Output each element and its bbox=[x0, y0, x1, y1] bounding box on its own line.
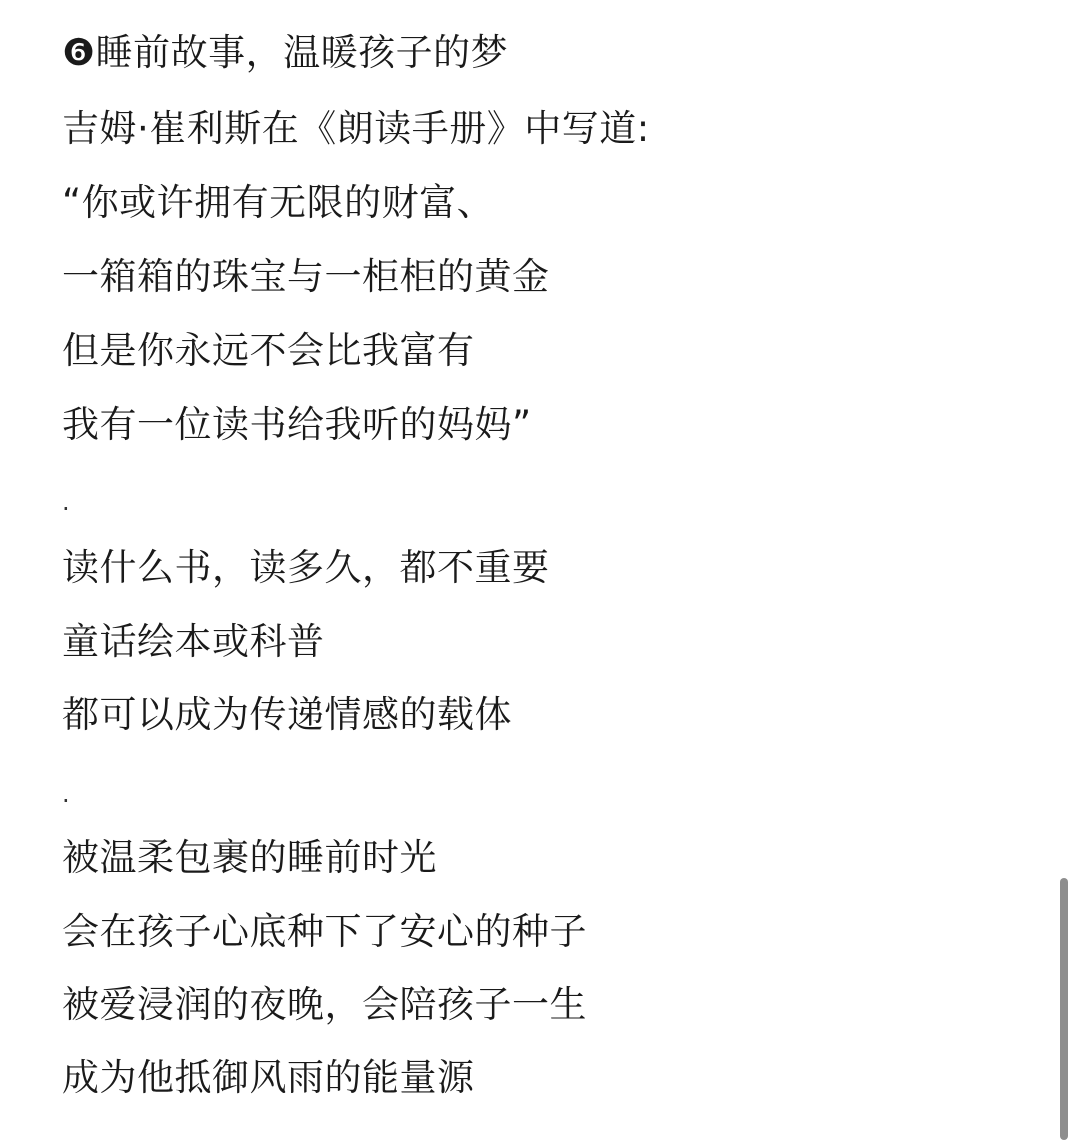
text-line: 一箱箱的珠宝与一柜柜的黄金 bbox=[62, 255, 550, 298]
text-line: 被爱浸润的夜晚，会陪孩子一生 bbox=[62, 983, 587, 1026]
text-line: 吉姆·崔利斯在《朗读手册》中写道: bbox=[62, 107, 650, 150]
separator-dot: . bbox=[62, 488, 70, 516]
vertical-scrollbar-thumb[interactable] bbox=[1060, 878, 1068, 1140]
text-line: 被温柔包裹的睡前时光 bbox=[62, 836, 437, 879]
text-line: 都可以成为传递情感的载体 bbox=[62, 693, 512, 736]
section-heading: ❻睡前故事，温暖孩子的梦 bbox=[62, 31, 509, 74]
text-line: 但是你永远不会比我富有 bbox=[62, 329, 475, 372]
text-line: 童话绘本或科普 bbox=[62, 620, 325, 663]
separator-dot: . bbox=[62, 780, 70, 808]
text-line: “你或许拥有无限的财富、 bbox=[62, 181, 495, 224]
text-line: 会在孩子心底种下了安心的种子 bbox=[62, 910, 587, 953]
text-line: 我有一位读书给我听的妈妈” bbox=[62, 403, 532, 446]
text-line: 读什么书，读多久，都不重要 bbox=[62, 546, 550, 589]
text-line: 成为他抵御风雨的能量源 bbox=[62, 1056, 475, 1099]
